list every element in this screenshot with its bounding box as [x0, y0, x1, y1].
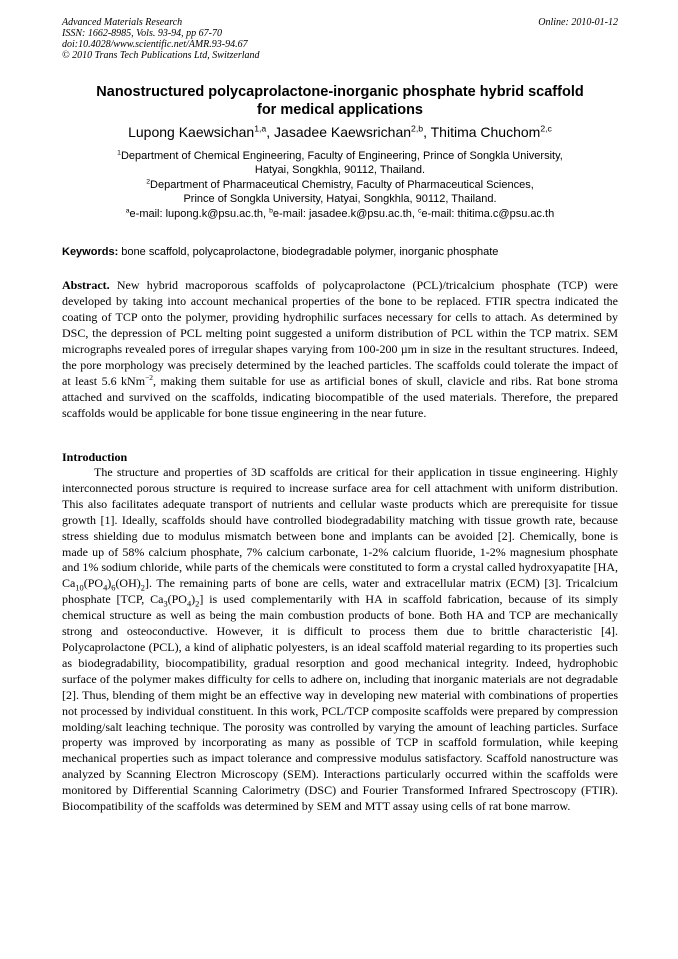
- keywords-label: Keywords:: [62, 246, 119, 258]
- intro-subscript: 10: [75, 583, 84, 593]
- introduction-paragraph: [62, 465, 618, 815]
- intro-subscript: 3: [163, 599, 168, 609]
- intro-subscript: 6: [111, 583, 116, 593]
- abstract-text-2: , making them suitable for use as artificial bones of skull, clavicle and ribs. Rat bone stroma attached and survived on the scaffolds, indicating biocompatible of the used materials. Therefore, the prepared scaffolds would be applicable for bone tissue engineering in the near future.: [62, 374, 618, 420]
- intro-text: (OH): [115, 576, 141, 591]
- intro-subscript: 4: [186, 599, 192, 609]
- affiliation-1: [62, 149, 618, 163]
- running-header: [62, 17, 618, 61]
- affiliation-1-line-2: Hatyai, Songkhla, 90112, Thailand.: [254, 164, 426, 177]
- author-2: Jasadee Kaewsrichan: [274, 124, 412, 140]
- intro-text: ]. The remaining parts of bone are cells, water and extracellular matrix (ECM) [3]. Tricalcium phosphate [TCP, Ca: [62, 576, 618, 607]
- email-line: [62, 207, 618, 221]
- title-line-1: Nanostructured polycaprolactone-inorganic phosphate hybrid scaffold: [96, 84, 584, 100]
- intro-text: (PO: [83, 576, 104, 591]
- author-3: Thitima Chuchom: [430, 124, 541, 140]
- affiliation-2-line-2: Prince of Songkla University, Hatyai, Songkhla, 90112, Thailand.: [183, 193, 497, 206]
- paper-title: [62, 83, 618, 119]
- keywords-text: bone scaffold, polycaprolactone, biodegradable polymer, inorganic phosphate: [118, 246, 499, 258]
- abstract-exponent: −2: [145, 373, 153, 382]
- copyright-line: © 2010 Trans Tech Publications Ltd, Switzerland: [62, 50, 260, 61]
- intro-subscript: 4: [103, 583, 108, 593]
- intro-text: ): [107, 576, 112, 591]
- abstract-label: Abstract.: [62, 278, 110, 292]
- keywords: [62, 245, 618, 259]
- email-b-marker: b: [269, 206, 273, 214]
- author-3-marker: 2,c: [540, 123, 552, 134]
- author-1-marker: 1,a: [254, 123, 267, 134]
- email-b: e-mail: jasadee.k@psu.ac.th,: [272, 207, 418, 220]
- author-separator: ,: [266, 124, 275, 140]
- email-a: e-mail: lupong.k@psu.ac.th,: [129, 207, 270, 220]
- title-line-2: for medical applications: [257, 102, 423, 118]
- affiliation-2: [62, 178, 618, 192]
- intro-text: The structure and properties of 3D scaffolds are critical for their application in tissue engineering. Highly interconnected porous structure is required to increase surface area for cell attachment with uniform distribution. This also facilitates adequate transport of nutrients and cellular waste products which are prerequisite for tissue growth [1]. Ideally, scaffolds should have controlled biodegradability matching with tissue growth rate, because stress shielding due to modulus mismatch between bone and implants can be avoided [2]. Chemically, bone is made up of 58% calcium phosphate, 7% calcium carbonate, 1-2% calcium fluoride, 1-2% magnesium phosphate and 1% sodium chloride, while parts of the chemicals were constituted to form a crystal called hydroxyapatite [HA, Ca: [62, 465, 618, 591]
- affiliation-2-line-1: Department of Pharmaceutical Chemistry, Faculty of Pharmaceutical Sciences,: [150, 178, 534, 191]
- email-a-marker: a: [125, 206, 130, 214]
- affiliations: [62, 149, 618, 221]
- intro-text: (PO: [167, 592, 187, 607]
- issn-line: ISSN: 1662-8985, Vols. 93-94, pp 67-70: [62, 28, 222, 39]
- author-list: [62, 124, 618, 141]
- email-c: e-mail: thitima.c@psu.ac.th: [421, 207, 555, 220]
- section-heading-introduction: Introduction: [62, 450, 128, 464]
- affiliation-2-marker: 2: [146, 178, 151, 186]
- affiliation-1-marker: 1: [117, 149, 121, 157]
- doi-line: doi:10.4028/www.scientific.net/AMR.93-94.67: [62, 39, 248, 50]
- online-date: Online: 2010-01-12: [538, 17, 618, 28]
- intro-subscript: 2: [140, 583, 145, 593]
- intro-text: ): [191, 592, 196, 607]
- abstract-text-1: New hybrid macroporous scaffolds of polycaprolactone (PCL)/tricalcium phosphate (TCP) were developed by taking into account mechanical properties of the bone to be replaced. FTIR spectra indicated the coating of TCP onto the polymer, providing hydrophilic surfaces necessary for cells to attach. As determined by DSC, the depression of PCL melting point suggested a uniform distribution of PCL within the TCP matrix. SEM micrographs revealed pores of irregular shapes varying from 100-200 µm in size in the resultant structures. Indeed, the pore morphology was precisely determined by the leached particles. The scaffolds could tolerate the impact of at least 5.6 kNm: [62, 278, 618, 388]
- intro-subscript: 2: [195, 599, 200, 609]
- email-c-marker: c: [418, 206, 422, 214]
- intro-text: ] is used complementarily with HA in scaffold fabrication, because of its simply chemical structure as well as being the main combustion products of bone. Both HA and TCP are mechanically strong and osteoconductive. However, it is difficult to process them due to brittle characteristic [4]. Polycaprolactone (PCL), a kind of aliphatic polyesters, is an ideal scaffold material regarding to its properties such as biodegradability, biocompatibility, gradual resorption and good mechanical integrity. Indeed, hydrophobic surface of the polymer makes difficulty for cells to adhere on, including that inorganic materials are not degradable [2]. Thus, blending of them might be an effective way in developing new material with combinations of properties not processed by individual constituent. In this work, PCL/TCP composite scaffolds were prepared by compression molding/salt leaching technique. The porosity was controlled by varying the amount of leaching particles. Surface property was improved by incorporating as many as possible of TCP in scaffold formulation, while keeping mechanical properties such as impact tolerance and compressive modulus satisfactory. Scaffold nanostructure was analyzed by Scanning Electron Microscopy (SEM). Interactions particularly occurred within the scaffolds were monitored by Differential Scanning Calorimetry (DSC) and Fourier Transformed Infrared Spectroscopy (FTIR). Biocompatibility of the scaffolds was determined by SEM and MTT assay using cells of rat bone marrow.: [62, 592, 618, 814]
- affiliation-1-line-1: Department of Chemical Engineering, Faculty of Engineering, Prince of Songkla University,: [120, 150, 563, 162]
- author-separator: ,: [423, 124, 431, 140]
- author-2-marker: 2,b: [411, 123, 424, 134]
- abstract: [62, 277, 618, 421]
- journal-name: Advanced Materials Research: [62, 17, 183, 28]
- author-1: Lupong Kaewsichan: [128, 124, 255, 140]
